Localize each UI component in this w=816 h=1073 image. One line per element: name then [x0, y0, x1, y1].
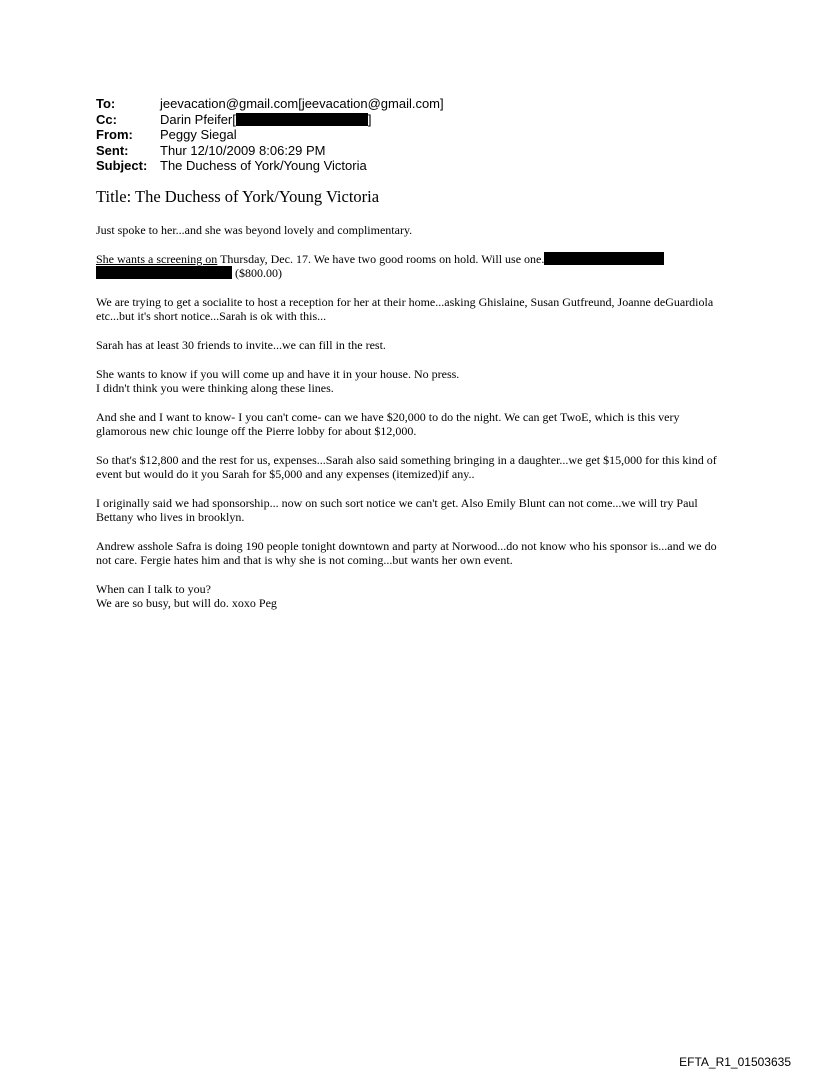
- cc-value: [160, 112, 372, 128]
- cc-row: [96, 112, 444, 128]
- paragraph-2-redaction-2: [96, 266, 232, 279]
- cc-name: Darin Pfeifer[: [160, 111, 236, 127]
- paragraph-9: Andrew asshole Safra is doing 190 people tonight downtown and party at Norwood...do not know who his sponsor is...and we do not care. Fergie hates him and that is why she is not coming...but wants her own event.: [96, 539, 717, 567]
- paragraph-2: [96, 252, 726, 280]
- paragraph-8: I originally said we had sponsorship... now on such sort notice we can't get. Also Emily Blunt can not come...we will try Paul Bettany who lives in brooklyn.: [96, 496, 698, 524]
- email-header: [96, 96, 444, 174]
- document-id-stamp: EFTA_R1_01503635: [679, 1055, 791, 1069]
- paragraph-7: So that's $12,800 and the rest for us, expenses...Sarah also said something bringing in a daughter...we get $15,000 for this kind of event but would do it you Sarah for $5,000 and any expenses (itemized)if any..: [96, 453, 717, 481]
- sent-row: [96, 143, 444, 159]
- paragraph-5-line-2: I didn't think you were thinking along these lines.: [96, 381, 334, 395]
- paragraph-5: [96, 367, 726, 395]
- to-row: [96, 96, 444, 112]
- paragraph-5-line-1: She wants to know if you will come up and have it in your house. No press.: [96, 367, 460, 381]
- sent-value: Thur 12/10/2009 8:06:29 PM: [160, 142, 326, 158]
- paragraph-10-line-2: We are so busy, but will do. xoxo Peg: [96, 596, 277, 610]
- paragraph-6: And she and I want to know- I you can't come- can we have $20,000 to do the night. We can get TwoE, which is this very glamorous new chic lounge off the Pierre lobby for about $12,000.: [96, 410, 680, 438]
- paragraph-10-line-1: When can I talk to you?: [96, 582, 211, 596]
- cc-bracket: ]: [367, 111, 372, 127]
- paragraph-2-amount: ($800.00): [232, 266, 282, 280]
- cc-label: Cc:: [96, 111, 117, 127]
- subject-label: Subject:: [96, 158, 148, 173]
- message-title: Title: The Duchess of York/Young Victoria: [96, 187, 380, 206]
- paragraph-3: We are trying to get a socialite to host a reception for her at their home...asking Ghislaine, Susan Gutfreund, Joanne deGuardiola etc...but it's short notice...Sarah is ok with this...: [96, 295, 714, 323]
- to-label: To:: [96, 96, 116, 111]
- from-value: Peggy Siegal: [160, 127, 237, 142]
- to-value: jeevacation@gmail.com[jeevacation@gmail.com]: [160, 96, 444, 111]
- cc-redaction: [236, 113, 368, 126]
- message-body: [96, 223, 726, 625]
- subject-value: The Duchess of York/Young Victoria: [160, 158, 367, 173]
- paragraph-1: Just spoke to her...and she was beyond lovely and complimentary.: [96, 223, 413, 237]
- from-row: [96, 127, 444, 143]
- from-label: From:: [96, 127, 133, 142]
- paragraph-2-text: Thursday, Dec. 17. We have two good rooms on hold. Will use one.: [217, 252, 545, 266]
- paragraph-10: [96, 582, 726, 610]
- paragraph-4: Sarah has at least 30 friends to invite...we can fill in the rest.: [96, 338, 386, 352]
- paragraph-2-redaction-1: [544, 252, 664, 265]
- sent-label: Sent:: [96, 142, 129, 158]
- subject-row: [96, 158, 444, 174]
- paragraph-2-underlined: She wants a screening on: [96, 252, 218, 266]
